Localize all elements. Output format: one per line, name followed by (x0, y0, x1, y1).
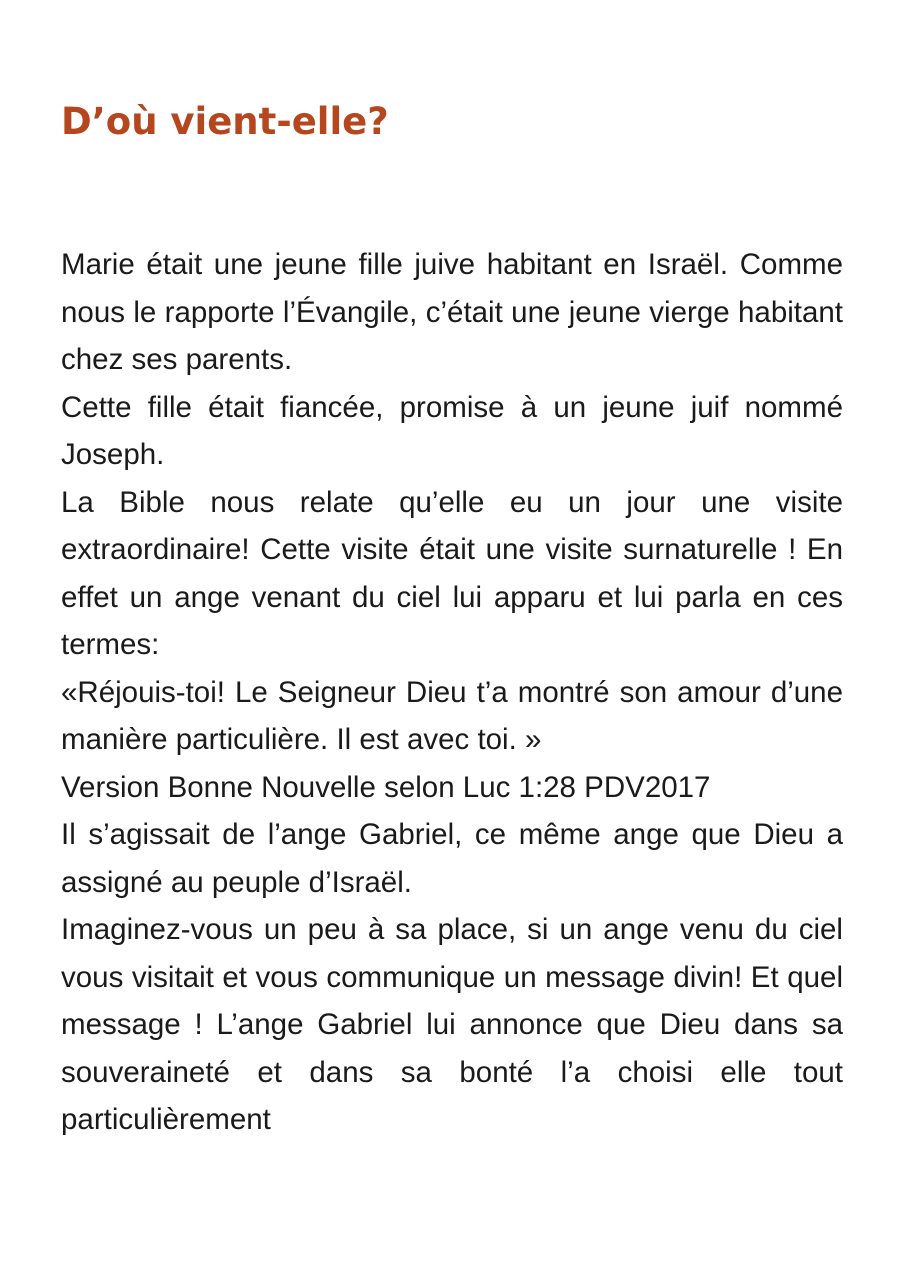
page-title: D’où vient-elle? (61, 100, 389, 143)
quote: «Réjouis-toi! Le Seigneur Dieu t’a montré son amour d’une manière particulière. Il est avec toi. » (61, 675, 843, 756)
body-text (61, 241, 843, 1144)
paragraph-engagement: Cette fille était fiancée, promise à un jeune juif nommé Joseph. (61, 390, 843, 471)
bible-reference: Version Bonne Nouvelle selon Luc 1:28 PDV2017 (61, 770, 711, 804)
paragraph-visit: La Bible nous relate qu’elle eu un jour une visite extraordinaire! Cette visite était une visite surnaturelle ! En effet un ange venant du ciel lui apparu et lui parla en ces termes: (61, 485, 843, 661)
paragraph-imagine: Imaginez-vous un peu à sa place, si un ange venu du ciel vous visitait et vous communique un message divin! Et quel message ! L’ange Gabriel lui annonce que Dieu dans sa souveraineté et dans sa bonté l’a choisi elle tout particulièrement (61, 913, 843, 1136)
paragraph-gabriel: Il s’agissait de l’ange Gabriel, ce même ange que Dieu a assigné au peuple d’Israël. (61, 818, 843, 899)
paragraph-intro: Marie était une jeune fille juive habitant en Israël. Comme nous le rapporte l’Évangile, c’était une jeune vierge habitant chez ses parents. (61, 248, 843, 376)
